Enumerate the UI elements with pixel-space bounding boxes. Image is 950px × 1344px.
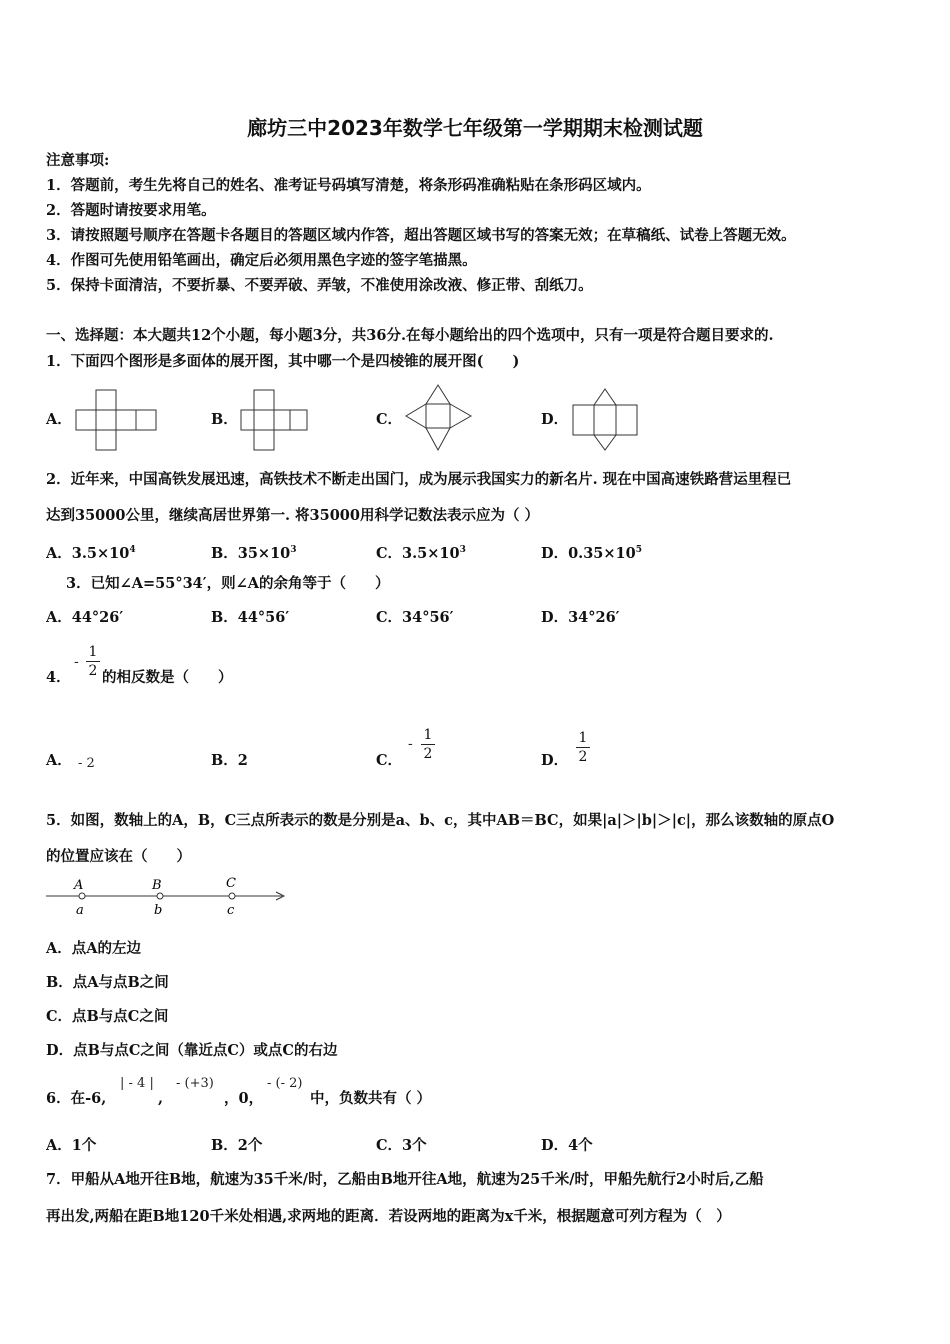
axis-label-c-top: C (226, 876, 236, 891)
q6-option-c: C．3个 (376, 1137, 427, 1154)
q4-option-d-fraction: 1 2 (576, 730, 590, 765)
q2-option-a: A．$3.5\times 10^4$ (46, 544, 136, 562)
question-7-line2: 再出发,两船在距B地120千米处相遇,求两地的距离．若设两地的距离为x千米，根据题意可列方程为（ ） (46, 1208, 731, 1225)
q5-option-d: D．点B与点C之间（靠近点C）或点C的右边 (46, 1042, 338, 1059)
question-5-line1: 5．如图，数轴上的A，B，C三点所表示的数是分别是a、b、c，其中AB＝BC，如果|a|＞|b|＞|c|，那么该数轴的原点O (46, 812, 835, 829)
q4-option-c-fraction: 1 2 (421, 727, 435, 762)
q1-figure-b (240, 389, 308, 451)
notice-item: 4．作图可先使用铅笔画出，确定后必须用黑色字迹的签字笔描黑。 (46, 252, 477, 269)
q6-expr-abs-neg4: | - 4 | (120, 1076, 154, 1091)
notice-item: 5．保持卡面清洁，不要折暴、不要弄破、弄皱，不准使用涂改液、修正带、刮纸刀。 (46, 277, 593, 294)
q2-option-c: C．$3.5\times 10^3$ (376, 544, 466, 562)
q1-option-d-label: D． (541, 411, 569, 428)
axis-label-a-top: A (74, 878, 84, 893)
q5-option-b: B．点A与点B之间 (46, 974, 169, 991)
q2-option-b: B．$35\times 10^3$ (211, 544, 297, 562)
notice-item: 1．答题前，考生先将自己的姓名、准考证号码填写清楚，将条形码准确粘贴在条形码区域内。 (46, 177, 651, 194)
notice-item: 2．答题时请按要求用笔。 (46, 202, 216, 219)
q1-figure-d (572, 388, 638, 452)
axis-label-a-bottom: a (76, 903, 84, 918)
q3-option-c: C．34°56′ (376, 609, 454, 626)
q4-option-d-label: D． (541, 752, 569, 769)
question-2-line2: 达到35000公里，继续高居世界第一. 将35000用科学记数法表示应为（ ） (46, 507, 540, 524)
q1-figure-c (405, 384, 473, 452)
q3-option-d: D．34°26′ (541, 609, 620, 626)
axis-label-c-bottom: c (227, 903, 235, 918)
q3-option-b: B．44°56′ (211, 609, 290, 626)
q1-option-c-label: C． (376, 411, 403, 428)
q4-option-c-minus: - (408, 736, 413, 752)
q4-fraction: 1 2 (86, 644, 100, 679)
q4-option-c-label: C． (376, 752, 403, 769)
question-4-stem: 的相反数是（ ） (102, 669, 233, 686)
question-7-line1: 7．甲船从A地开往B地，航速为35千米/时，乙船由B地开往A地，航速为25千米/时，甲船先航行2小时后,乙船 (46, 1171, 764, 1188)
q5-number-line (44, 874, 289, 918)
question-4-number: 4． (46, 669, 71, 686)
q6-expr-neg-pos3: - (+3) (176, 1076, 214, 1091)
q6-comma: , (158, 1090, 164, 1107)
q3-option-a: A．44°26′ (46, 609, 124, 626)
q1-figure-a (75, 389, 157, 451)
q4-option-a-label: A． (46, 752, 72, 769)
question-1-stem: 1．下面四个图形是多面体的展开图，其中哪一个是四棱锥的展开图( ) (46, 353, 520, 370)
q6-expr-neg-neg2: - (- 2) (267, 1076, 303, 1091)
q6-option-a: A．1个 (46, 1137, 97, 1154)
axis-label-b-bottom: b (154, 903, 163, 918)
question-3-stem: 3．已知∠A=55°34′，则∠A的余角等于（ ） (66, 575, 390, 592)
notice-item: 3．请按照题号顺序在答题卡各题目的答题区域内作答，超出答题区域书写的答案无效；在草稿纸、试卷上答题无效。 (46, 227, 796, 244)
q5-option-c: C．点B与点C之间 (46, 1008, 169, 1025)
q4-minus: - (74, 654, 79, 670)
q2-option-d: D．$0.35\times 10^5$ (541, 544, 642, 562)
page-title: 廊坊三中2023年数学七年级第一学期期末检测试题 (247, 116, 703, 140)
q6-zero: ，0， (224, 1090, 264, 1107)
q1-option-b-label: B． (211, 411, 238, 428)
q6-option-b: B．2个 (211, 1137, 263, 1154)
question-2-line1: 2．近年来，中国高铁发展迅速，高铁技术不断走出国门，成为展示我国实力的新名片. 现在中国高速铁路营运里程已 (46, 471, 792, 488)
section-heading: 一、选择题：本大题共12个小题，每小题3分，共36分.在每小题给出的四个选项中，只有一项是符合题目要求的. (46, 327, 774, 344)
q4-option-b: B．2 (211, 752, 248, 769)
axis-label-b-top: B (152, 878, 162, 893)
q5-option-a: A．点A的左边 (46, 940, 142, 957)
notice-heading: 注意事项: (46, 152, 110, 169)
question-6-lead: 6．在-6, (46, 1090, 107, 1107)
question-6-stem: 中，负数共有（ ） (310, 1090, 432, 1107)
question-5-line2: 的位置应该在（ ） (46, 848, 191, 865)
q4-option-a-value: - 2 (78, 756, 95, 771)
q1-option-a-label: A． (46, 411, 72, 428)
q6-option-d: D．4个 (541, 1137, 593, 1154)
